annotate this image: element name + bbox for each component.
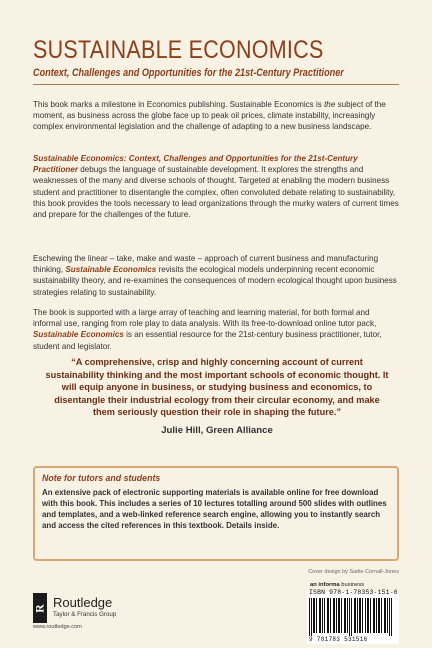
informa-rest: business xyxy=(339,582,365,588)
book-full-title: Sustainable Economics: Context, Challenges and Opportunities for the 21st-Century Practitioner xyxy=(33,154,358,175)
logo-letter: R xyxy=(32,604,47,613)
routledge-logo-icon xyxy=(33,593,47,623)
description-paragraph-3 xyxy=(33,253,399,298)
publisher-url: www.routledge.com xyxy=(33,624,82,630)
barcode-number: 9 781783 531516 xyxy=(309,636,368,643)
description-paragraph-4 xyxy=(33,307,399,352)
paragraph-text: debugs the language of sustainable development. It explores the strengths and weaknesses of the many and diverse schools of thought. Targeted at enabling the modern business student and practitioner to disentangle the complex, often convoluted debate relating to sustainability, this book provides the tools necessary to lead organizations through the murky waters of current times and prepare for the challenges of the future. xyxy=(33,165,399,220)
publisher-name: Routledge xyxy=(53,595,113,610)
description-paragraph-1 xyxy=(33,99,399,133)
paragraph-text: revisits the ecological models underpinning recent economic sustainability theory, and re-examines the consequences of modern ecological thought upon business strategies relating to sustainability. xyxy=(33,265,397,297)
title-divider xyxy=(33,84,399,85)
emphasis-text: the xyxy=(324,100,336,109)
informa-bold: an informa xyxy=(310,582,340,588)
book-title-emphasis: Sustainable Economics xyxy=(33,330,124,340)
description-paragraph-2 xyxy=(33,153,399,220)
publisher-group: Taylor & Francis Group xyxy=(53,611,117,618)
paragraph-text: Eschewing the linear – take, make and waste – approach of current business and manufacturing thinking, xyxy=(33,254,379,275)
cover-design-credit: Cover design by Sadie Cornall-Jones xyxy=(308,569,399,575)
paragraph-text: The book is supported with a large array of teaching and learning material, for both formal and informal use, ranging from role play to data analysis. With its free-to-download online tutor pack, xyxy=(33,308,377,329)
book-subtitle: Context, Challenges and Opportunities for the 21st-Century Practitioner xyxy=(33,67,344,79)
tutor-note-heading: Note for tutors and students xyxy=(42,473,161,483)
informa-tagline xyxy=(310,582,364,588)
isbn-text: ISBN 978-1-78353-151-6 xyxy=(309,589,398,596)
book-title: SUSTAINABLE ECONOMICS xyxy=(33,36,324,64)
paragraph-text: subject of the moment, as business across the globe face up to peak oil prices, climate instability, increasingly complex environmental legislation and the challenge of adapting to a new business landscape. xyxy=(33,100,386,132)
barcode-icon xyxy=(309,598,399,636)
endorsement-quote: “A comprehensive, crisp and highly concerning account of current sustainability thinking and the most important schools of economic thought. It will equip anyone in business, or studying business and economics, to disentangle their industrial ecology from their circular economy, and make them seriously question their role in shaping the future.” xyxy=(45,357,389,418)
paragraph-text: is an essential resource for the 21st-century business practitioner, tutor, student and legislator. xyxy=(33,330,382,351)
tutor-note-body: An extensive pack of electronic supporting materials is available online for free download with this book. This includes a series of 10 lectures totalling around 500 slides with outlines and templates, and a web-linked reference search engine, allowing you to instantly search and access the cited references in this textbook. Details inside. xyxy=(42,488,387,530)
tutor-note-box xyxy=(33,466,399,561)
endorsement-attribution: Julie Hill, Green Alliance xyxy=(161,425,273,436)
publisher-block xyxy=(33,593,163,623)
paragraph-text: This book marks a milestone in Economics publishing. Sustainable Economics is xyxy=(33,100,325,109)
book-title-emphasis: Sustainable Economics xyxy=(65,265,157,275)
